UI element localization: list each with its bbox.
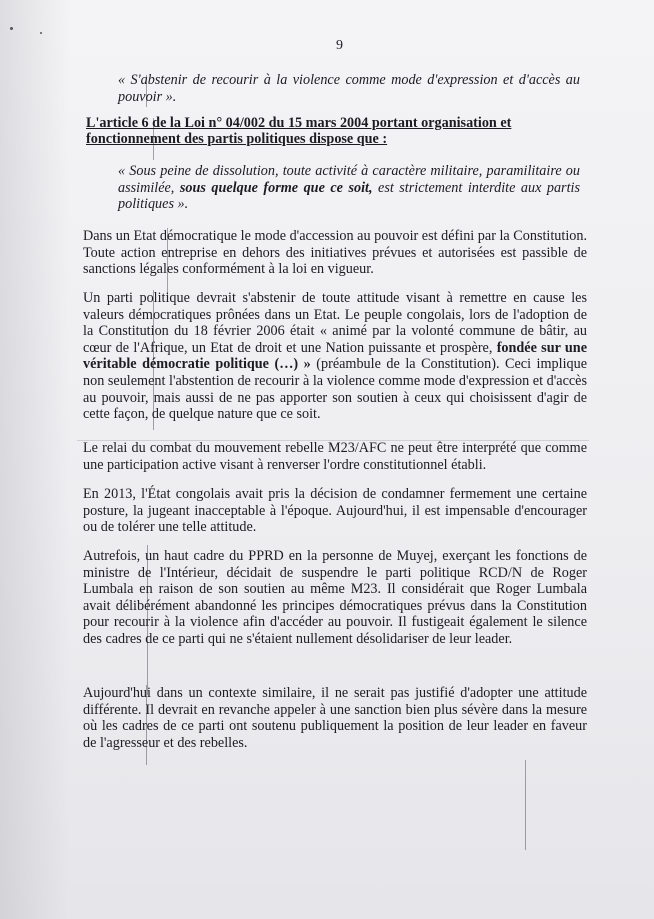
quote-bold-text: sous quelque forme que ce soit, (179, 179, 373, 196)
article-heading: L'article 6 de la Loi n° 04/002 du 15 mars 2004 portant organisation et fonctionnement des partis politiques dispose que : (86, 115, 512, 148)
quote-abstain-violence: « S'abstenir de recourir à la violence comme mode d'expression et d'accès au pouvoir ». (118, 72, 580, 105)
paragraph-2013: En 2013, l'État congolais avait pris la décision de condamner fermement une certaine posture, la jugeant inacceptable à l'époque. Aujourd'hui, il est impensable d'encourager ou de tolérer une telle attitude. (83, 486, 587, 536)
copy-mark (525, 760, 526, 850)
quote-text: est strictement interdite aux partis politiques ». (118, 179, 580, 213)
paragraph-political-party (83, 290, 587, 423)
quote-text: « Sous peine de dissolution, toute activité à caractère militaire, paramilitaire ou assimilée, (118, 163, 580, 196)
quote-article-6 (118, 163, 580, 213)
paragraph-today: Aujourd'hui dans un contexte similaire, il ne serait pas justifié d'adopter une attitude différente. Il devrait en revanche appeler à une sanction bien plus sévère dans la mesure où les cadres de ce parti ont soutenu publiquement la position de leur leader en faveur de l'agresseur et des rebelles. (83, 685, 587, 751)
paragraph-democratic-state: Dans un Etat démocratique le mode d'accession au pouvoir est défini par la Constitution. Toute action entreprise en dehors des initiatives prévues et autorisées est passible de sanctions légales conformément à la loi en vigueur. (83, 228, 587, 278)
paragraph-bold-text: fondée sur une véritable démocratie politique (…) » (83, 339, 587, 373)
speck (40, 32, 42, 34)
paragraph-text: (préambule de la Constitution). Ceci implique non seulement l'abstention de recourir à la violence comme mode d'expression et d'accès au pouvoir, mais aussi de ne pas apporter son soutien à ceux qui choisissent d'agir de cette façon, de quelque nature que ce soit. (83, 356, 587, 423)
page-number: 9 (336, 38, 343, 53)
page-shadow (0, 0, 70, 919)
paragraph-text: Un parti politique devrait s'abstenir de toute attitude visant à remettre en cause les valeurs démocratiques prônées dans un Etat. Le peuple congolais, lors de l'adoption de la Constitution du 18 février 2006 était « animé par la volonté commune de bâtir, au cœur de l'Afrique, un Etat de droit et une Nation puissante et prospère, (83, 290, 587, 356)
speck (10, 27, 13, 30)
paragraph-m23-relay: Le relai du combat du mouvement rebelle M23/AFC ne peut être interprété que comme une participation active visant à renverser l'ordre constitutionnel établi. (83, 440, 587, 473)
paragraph-muyej: Autrefois, un haut cadre du PPRD en la personne de Muyej, exerçant les fonctions de ministre de l'Intérieur, décidait de suspendre le parti politique RCD/N de Roger Lumbala en raison de son soutien au même M23. Il considérait que Roger Lumbala avait délibérément abandonné les principes démocratiques prévus dans la Constitution pour recourir à la violence afin d'accéder au pouvoir. Il fustigeait également le silence des cadres de ce parti qui ne s'étaient nullement désolidariser de leur leader. (83, 548, 587, 647)
